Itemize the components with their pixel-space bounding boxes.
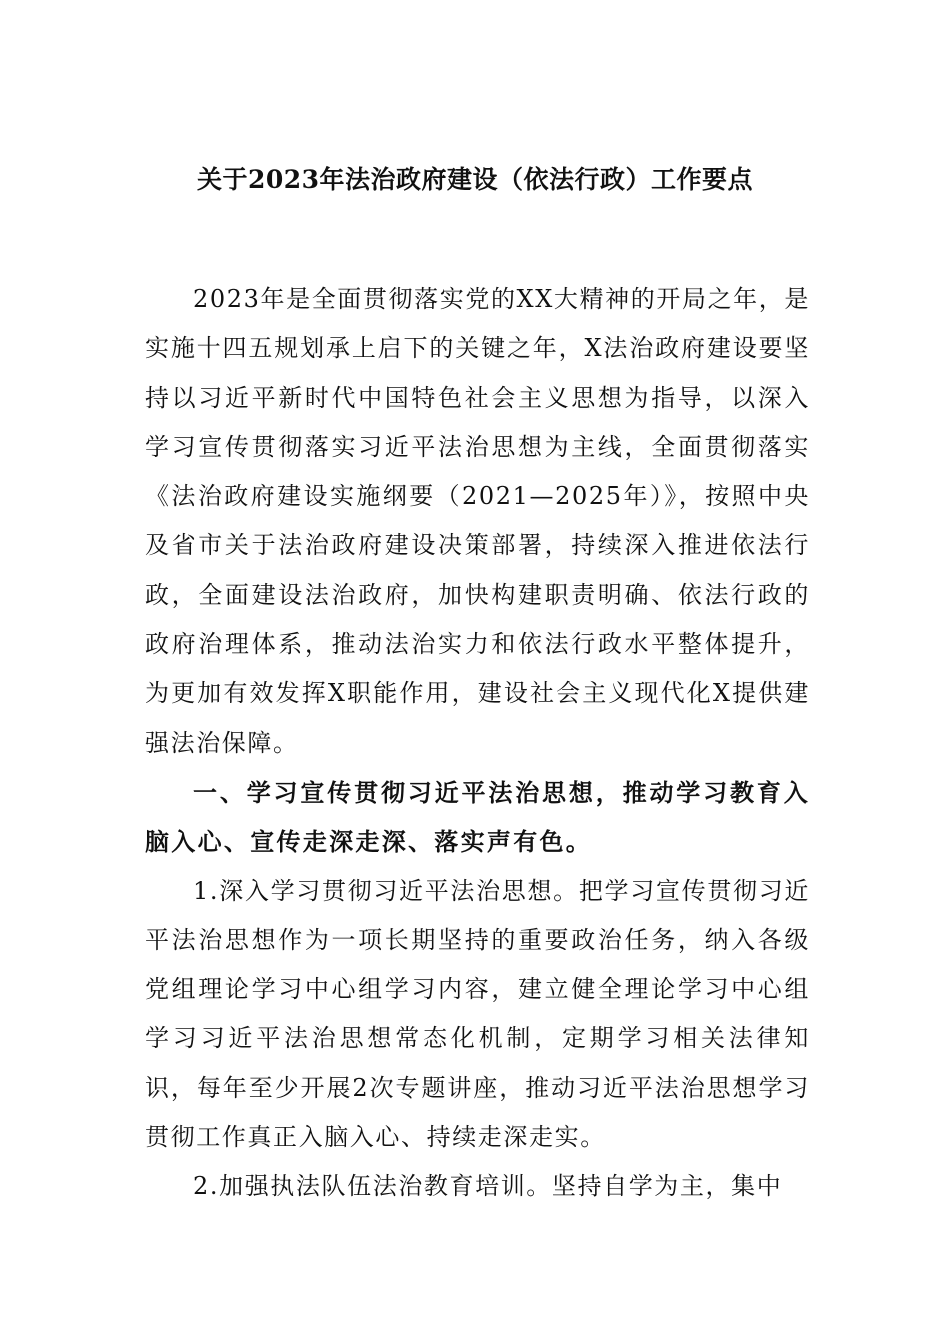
item-paragraph-1: 1.深入学习贯彻习近平法治思想。把学习宣传贯彻习近平法治思想作为一项长期坚持的重要政治任务，纳入各级党组理论学习中心组学习内容，建立健全理论学习中心组学习习近平法治思想常态化机制，定期学习相关法律知识，每年至少开展2次专题讲座，推动习近平法治思想学习贯彻工作真正入脑入心、持续走深走实。 (145, 876, 810, 1152)
document-title: 关于2023年法治政府建设（依法行政）工作要点 (196, 165, 754, 194)
document-body (145, 275, 810, 1212)
section-heading-1: 一、学习宣传贯彻习近平法治思想，推动学习教育入脑入心、宣传走深走深、落实声有色。 (145, 777, 810, 857)
intro-paragraph: 2023年是全面贯彻落实党的XX大精神的开局之年，是实施十四五规划承上启下的关键之年，X法治政府建设要坚持以习近平新时代中国特色社会主义思想为指导，以深入学习宣传贯彻落实习近平法治思想为主线，全面贯彻落实《法治政府建设实施纲要（2021—2025年）》，按照中央及省市关于法治政府建设决策部署，持续深入推进依法行政，全面建设法治政府，加快构建职责明确、依法行政的政府治理体系，推动法治实力和依法行政水平整体提升，为更加有效发挥X职能作用，建设社会主义现代化X提供建强法治保障。 (145, 285, 810, 757)
item-paragraph-2: 2.加强执法队伍法治教育培训。坚持自学为主，集中 (193, 1172, 783, 1201)
